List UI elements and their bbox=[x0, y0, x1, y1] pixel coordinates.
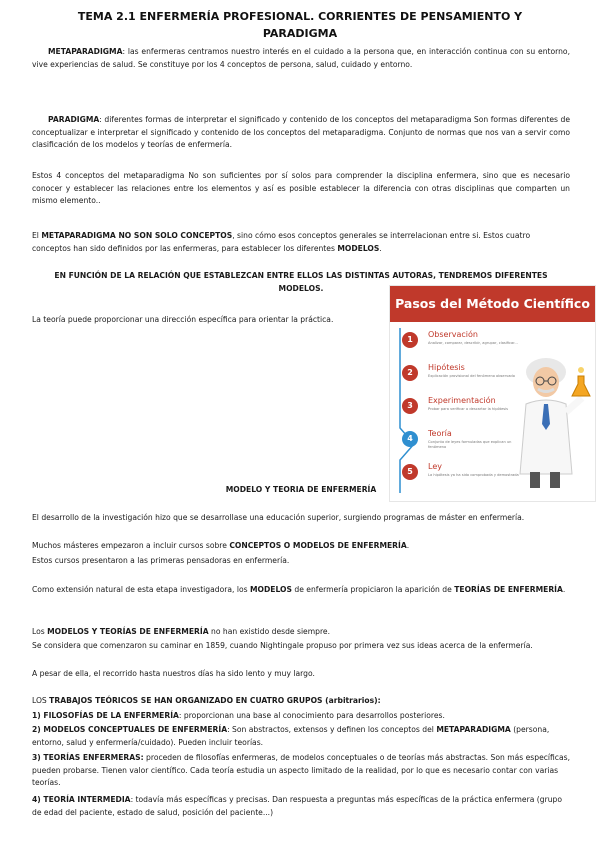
step-desc: Analizar, comparar, describir, agrupar, clasificar... bbox=[428, 341, 518, 345]
infographic-title: Pasos del Método Científico bbox=[395, 296, 590, 311]
step-name: Hipótesis bbox=[428, 363, 465, 372]
step-number: 4 bbox=[402, 431, 418, 447]
no-solo-mid: , sino cómo esos conceptos generales se interrelacionan entre si. Estos cuatro conceptos han sido definidos por las enfermeras, para establecer los diferentes bbox=[32, 231, 531, 253]
extension-bold: MODELOS bbox=[249, 585, 292, 594]
desarrollo-paragraph: El desarrollo de la investigación hizo que se desarrollase una educación superior, surgiendo programas de máster en enfermería. bbox=[32, 513, 525, 522]
page-title bbox=[40, 8, 560, 42]
grupo-4 bbox=[32, 794, 570, 819]
grupo-2 bbox=[32, 724, 570, 749]
grupo-text: proceden de filosofías enfermeras, de modelos conceptuales o de teorías más abstractas. Son más específicas, pueden probarse. Tienen valor científico. Cada teoría estudia un aspecto limitado de la realidad, por lo que es necesario contar con varias teorías. bbox=[32, 753, 571, 788]
title-line-1: TEMA 2.1 ENFERMERÍA PROFESIONAL. CORRIENTES DE PENSAMIENTO Y bbox=[77, 10, 523, 23]
extension-bold2: TEORÍAS DE ENFERMERÍA bbox=[454, 585, 563, 594]
step-name: Teoría bbox=[428, 429, 452, 438]
grupos-pre: LOS bbox=[32, 696, 50, 705]
metaparadigma-text: : las enfermeras centramos nuestro interés en el cuidado a la persona que, en interacción continua con su entorno, vive experiencias de salud. Se constituye por los 4 conceptos de persona, salud, cuidado y entorno. bbox=[32, 47, 570, 69]
grupo-label: 1) FILOSOFÍAS DE LA ENFERMERÍA bbox=[32, 711, 179, 720]
step-desc: La hipótesis ya ha sido comprobada y demostrada bbox=[428, 473, 519, 477]
paradigma-paragraph bbox=[32, 114, 570, 152]
step-desc: Conjunto de leyes formuladas que explican un fenómeno bbox=[428, 440, 512, 449]
no-solo-bold2: MODELOS bbox=[337, 243, 380, 253]
teoria-direccion: La teoría puede proporcionar una dirección específica para orientar la práctica. bbox=[32, 315, 334, 324]
extension-paragraph bbox=[32, 584, 570, 597]
step-name: Experimentación bbox=[428, 396, 496, 405]
no-siempre-paragraph bbox=[32, 626, 570, 639]
scientist-illustration-icon bbox=[508, 354, 596, 494]
no-siempre-end: no han existido desde siempre. bbox=[208, 627, 330, 636]
paradigma-term: PARADIGMA bbox=[48, 115, 100, 124]
grupo-label: 2) MODELOS CONCEPTUALES DE ENFERMERÍA bbox=[32, 725, 228, 734]
grupo-3 bbox=[32, 752, 570, 790]
grupo-bold2: METAPARADIGMA bbox=[436, 725, 511, 734]
metaparadigma-paragraph bbox=[32, 46, 570, 71]
masteres-pre: Muchos másteres empezaron a incluir cursos sobre bbox=[32, 541, 230, 550]
grupo-text: : Son abstractos, extensos y definen los conceptos del bbox=[227, 725, 437, 734]
grupo-text: : proporcionan una base al conocimiento para desarrollos posteriores. bbox=[178, 711, 445, 720]
step-number: 2 bbox=[402, 365, 418, 381]
metaparadigma-term: METAPARADIGMA bbox=[48, 47, 123, 56]
grupo-1 bbox=[32, 710, 570, 723]
funcion-heading: EN FUNCIÓN DE LA RELACIÓN QUE ESTABLEZCAN ENTRE ELLOS LAS DISTINTAS AUTORAS, TENDREMOS DIFERENTES MODELOS. bbox=[54, 271, 548, 293]
grupo-text: : todavía más específicas y precisas. Dan respuesta a preguntas más específicas de la práctica enfermera (grupo de edad del paciente, estado de salud, posición del paciente...) bbox=[32, 795, 562, 817]
scientific-method-infographic bbox=[389, 285, 596, 502]
grupos-heading bbox=[32, 695, 570, 708]
masteres-bold: CONCEPTOS O MODELOS DE ENFERMERÍA bbox=[229, 541, 407, 550]
step-number: 1 bbox=[402, 332, 418, 348]
nightingale-paragraph: Se considera que comenzaron su caminar en 1859, cuando Nightingale propuso por primera vez sus ideas acerca de la enfermería. bbox=[32, 641, 533, 650]
modelo-heading: MODELO Y TEORIA DE ENFERMERÍA bbox=[225, 485, 377, 494]
step-name: Ley bbox=[428, 462, 442, 471]
masteres-end: . bbox=[406, 541, 410, 550]
four-concepts-paragraph: Estos 4 conceptos del metaparadigma No son suficientes por sí solos para comprender la disciplina enfermera, sino que es necesario conocer y establecer las relaciones entre los elementos y así es posible establecer la diferencia con otras disciplinas que comparten un mismo elemento.. bbox=[32, 171, 570, 206]
grupo-label: 4) TEORÍA INTERMEDIA bbox=[32, 795, 131, 804]
extension-end: . bbox=[562, 585, 566, 594]
cursos-paragraph: Estos cursos presentaron a las primeras pensadoras en enfermería. bbox=[32, 556, 290, 565]
step-desc: Probar para verificar o descartar la hipótesis bbox=[428, 407, 509, 411]
grupos-bold: TRABAJOS TEÓRICOS SE HAN ORGANIZADO EN CUATRO GRUPOS (arbitrarios): bbox=[49, 696, 381, 705]
grupo-text2: (persona, entorno, salud y enfermería/cuidado). Pueden incluir teorías. bbox=[32, 725, 550, 747]
step-number: 3 bbox=[402, 398, 418, 414]
title-line-2: PARADIGMA bbox=[262, 27, 338, 40]
grupo-label: 3) TEORÍAS ENFERMERAS: bbox=[32, 753, 144, 762]
no-solo-pre: El bbox=[32, 231, 42, 240]
step-number: 5 bbox=[402, 464, 418, 480]
no-siempre-bold: MODELOS Y TEORÍAS DE ENFERMERÍA bbox=[47, 627, 209, 636]
paradigma-text: : diferentes formas de interpretar el significado y contenido de los conceptos del metaparadigma Son formas diferentes de conceptualizar e interpretar el significado y contenido de los conceptos del metaparadigma. Conjunto de normas que nos van a servir como clasificación de los modelos y teorías de enfermería. bbox=[32, 115, 570, 150]
pesar-paragraph: A pesar de ella, el recorrido hasta nuestros días ha sido lento y muy largo. bbox=[32, 669, 315, 678]
masteres-paragraph bbox=[32, 540, 570, 553]
no-solo-paragraph bbox=[32, 230, 570, 255]
step-name: Observación bbox=[428, 330, 478, 339]
extension-mid: de enfermería propiciaron la aparición de bbox=[291, 585, 455, 594]
no-solo-bold: METAPARADIGMA NO SON SOLO CONCEPTOS bbox=[41, 231, 233, 240]
extension-pre: Como extensión natural de esta etapa investigadora, los bbox=[32, 585, 250, 594]
no-solo-end: . bbox=[379, 243, 382, 253]
step-desc: Explicación provisional del fenómeno observado bbox=[428, 374, 515, 378]
no-siempre-pre: Los bbox=[32, 627, 48, 636]
